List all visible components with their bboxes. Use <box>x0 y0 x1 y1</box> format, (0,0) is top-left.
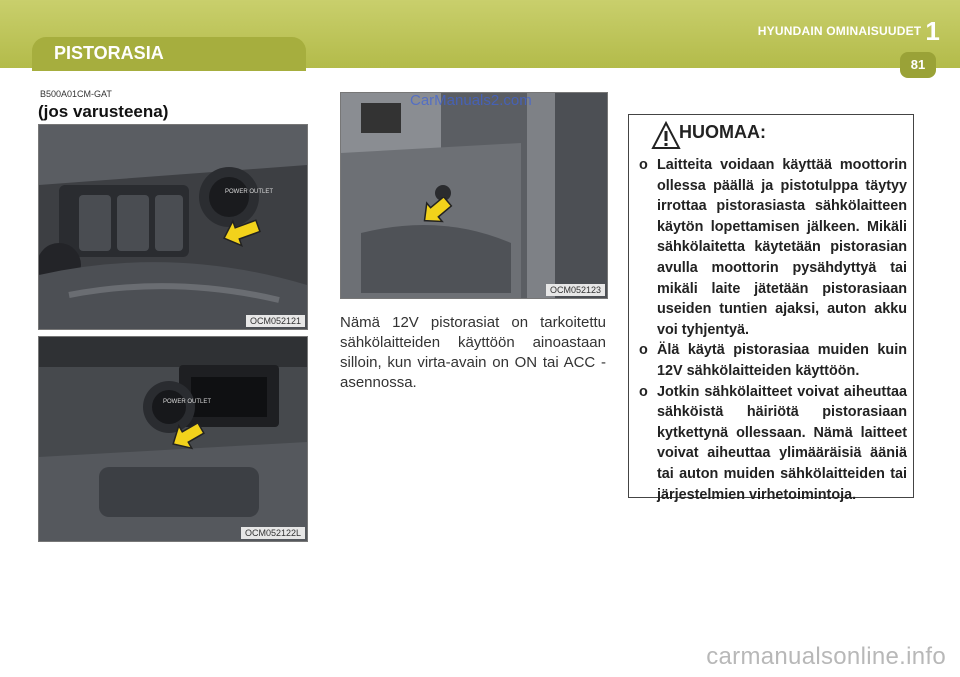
warning-triangle-icon <box>651 121 681 151</box>
warning-item-text: Älä käytä pistorasiaa muiden kuin 12V sähkölaitteiden käyttöön. <box>657 342 907 379</box>
console-outlet-image <box>39 125 307 329</box>
bullet: o <box>639 157 648 173</box>
warning-item <box>639 382 907 506</box>
photo-label-3: OCM052123 <box>546 284 605 296</box>
arrow-icon <box>169 421 205 451</box>
subtitle: (jos varusteena) <box>38 102 169 121</box>
photo-console-outlet <box>38 124 308 330</box>
warning-item <box>639 155 907 340</box>
arrow-icon <box>419 197 453 225</box>
arrow-icon <box>221 217 261 247</box>
cargo-outlet-image <box>341 93 607 298</box>
bullet: o <box>639 383 648 400</box>
section-title: PISTORASIA <box>54 43 164 63</box>
photo-cargo-outlet <box>340 92 608 299</box>
warning-item-text: Jotkin sähkölaitteet voivat aiheuttaa sähköistä häiriötä pistorasiaan kytkettynä ollessaan. Nämä laitteet voivat aiheuttaa ylimääräisiä ääniä tai auton muiden sähkölaitteiden tai järjestelmien virhetoimintoja. <box>657 383 907 503</box>
power-outlet-text: POWER OUTLET <box>225 189 274 195</box>
power-outlet-text-2: POWER OUTLET <box>163 399 212 405</box>
photo-label-2: OCM052122L <box>241 527 305 539</box>
warning-title: HUOMAA: <box>679 122 766 142</box>
bullet: o <box>639 342 648 359</box>
page-number: 81 <box>900 52 936 78</box>
warning-box <box>628 114 914 503</box>
watermark-mid: CarManuals2.com <box>410 92 532 109</box>
photo-dash-outlet <box>38 336 308 542</box>
warning-item <box>639 340 907 381</box>
chapter-label <box>758 16 940 47</box>
warning-item-text: Laitteita voidaan käyttää moottorin ollessa päällä ja pistotulppa täytyy irrottaa pistorasiasta sähkölaitteen käytön lopettamisen jälkeen. Mikäli sähkölaitetta käytetään pistorasian avulla moottorin pysähdyttyä tai mikäli laite jätetään pistorasiaan useiden tuntien ajaksi, auton akku voi tyhjentyä. <box>657 157 907 338</box>
chapter-number: 1 <box>925 16 940 46</box>
doc-code: B500A01CM-GAT <box>40 89 112 99</box>
body-text: Nämä 12V pistorasiat on tarkoitettu sähkölaitteiden käyttöön ainoastaan silloin, kun virta-avain on ON tai ACC -asennossa. <box>340 314 606 391</box>
chapter-title: HYUNDAIN OMINAISUUDET <box>757 24 922 38</box>
photo-label-1: OCM052121 <box>246 315 305 327</box>
watermark-bottom: carmanualsonline.info <box>706 643 946 670</box>
warning-list <box>639 155 907 505</box>
